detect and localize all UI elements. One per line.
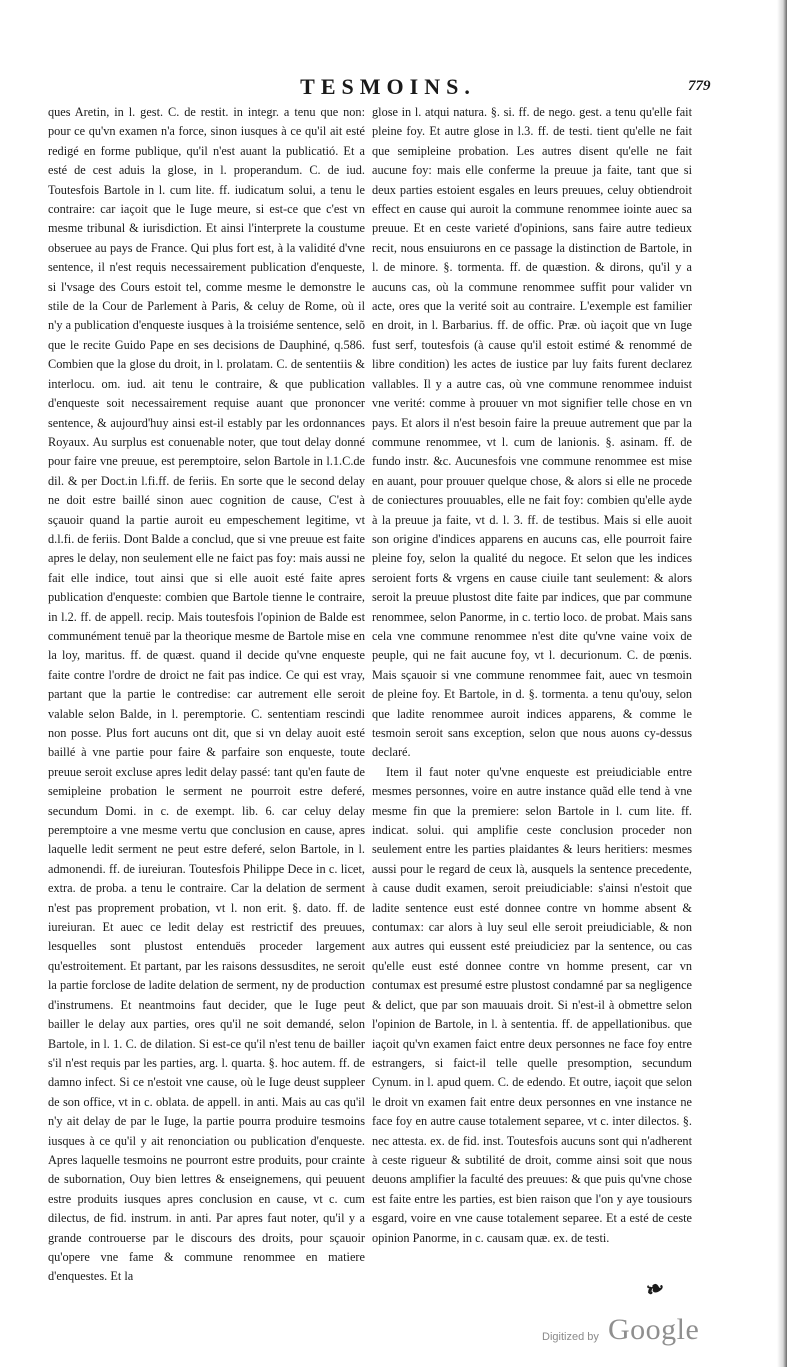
printer-flourish-icon: ❧ (642, 1273, 668, 1304)
digitization-watermark (542, 1313, 742, 1353)
scan-edge-shadow (777, 0, 787, 1367)
right-paragraph: Item il faut noter qu'vne enqueste est preiudiciable entre mesmes personnes, voire en autre instance quãd elle tend à vne mesme fin que la premiere: selon Bartole in l. cum lite. ff. indicat. solui. qui amplifie ceste conclusion proceder non seulement entre les parties plaidantes & leurs heritiers: mesmes aussi pour le regard de ceux là, ausquels la sentence precedente, à cause dudit examen, seroit preiudiciable: s'ainsi n'estoit que ladite sentence eust esté donnee contre vn homme absent & contumax: car alors à luy seul elle seroit preiudiciable, & non aux autres qui eussent esté preiudiciez par la sentence, ou cas qu'elle eust esté donnee contre vn homme present, car vn contumax est presumé estre plustost condamné par sa negligence & delict, que par son mauuais droit. Si n'est-il à obmettre selon l'opinion de Bartole, in l. à sententia. ff. de appellationibus. que iaçoit qu'vn examen faict entre deux personnes ne face foy entre estrangers, si faict-il telle quelle presomption, secundum Cynum. in l. apud quem. C. de edendo. Et outre, iaçoit que selon le droit vn examen fait entre deux personnes en vne instance ne face foy en autre cause totalement separee, vt c. inter dilectos. §. nec attesta. ex. de fid. inst. Toutesfois aucuns sont qui n'adherent à ceste rigueur & subtilité de droit, comme ainsi soit que nous deuons amplifier la faculté des preuues: & que puis qu'vne chose est faite entre les parties, est bien raison que l'on y aye tousiours esgard, voire en vne cause totalement separee. Et a esté de ceste opinion Panorme, in c. causam quæ. ex. de testi. (372, 764, 692, 1245)
right-paragraph: glose in l. atqui natura. §. si. ff. de nego. gest. a tenu qu'elle fait pleine foy. Et autre glose in l.3. ff. de testi. tient qu'elle ne fait que semipleine probation. Les autres disent qu'elle ne fait aucune foy: mais elle conferme la preuue ja faite, tant que si deux parties estoient esgales en leurs preuues, celuy obtiendroit effect en cause qui auroit la commune renommee iointe auec sa preuue. Et en ceste varieté d'opinions, sans faire autre tedieux recit, nous ensuiurons en ce passage la distinction de Bartole, in l. de minore. §. tormenta. ff. de quæstion. & dirons, qu'il y a aucuns cas, où la commune renommee suffit pour valider vn acte, ores que la verité soit au contraire. L'exemple est familier en droit, in l. Barbarius. ff. de offic. Præ. où iaçoit que vn Iuge fust serf, toutesfois (à cause qu'il estoit estimé & renommé de libre condition) les actes de iustice par luy faits furent declarez vallables. Il y a autre cas, où vne commune renommee induist vne verité: comme à prouuer vn mot signifier telle chose en vn pays. Et alors il n'est besoin faire la preuue autrement que par la commune renommee, vt l. cum de lanionis. §. asinam. ff. de fundo instr. &c. Aucunesfois vne commune renommee est mise en auant, pour prouuer quelque chose, & alors si elle ne procede de coniectures prouuables, elle ne fait foy: combien qu'elle ayde à la preuue ja faite, vt d. l. 3. ff. de testibus. Mais si elle auoit son origine d'indices apparens en aucuns cas, elle pourroit faire pleine foy, selon la qualité du negoce. Et selon que les indices seroient forts & vrgens en cause ciuile tant seulement: & alors seroit la preuue plustost dite faite par indices, que par commune renommee, selon Panorme, in c. tertio loco. de probat. Mais sans cela vne commune renommee n'est dite qu'vne vaine voix de peuple, qui ne fait aucune foy, vt l. decurionum. C. de pœnis. Mais sçauoir si vne commune renommee fait, auec vn tesmoin de pleine foy. Et Bartole, in d. §. tormenta. a tenu qu'ouy, selon que ladite renommee auroit indices apparens, & comme le tesmoin seroit sans exception, selon que nous auons cy-dessus declaré. (372, 105, 692, 760)
watermark-brand: Google (608, 1313, 700, 1346)
page-number: 779 (688, 78, 711, 94)
left-paragraph: ques Aretin, in l. gest. C. de restit. in integr. a tenu que non: pour ce qu'vn examen n'a force, sinon iusques à ce qu'il ait esté redigé en forme publique, qu'il n'est auant la publicatió. Et a esté de cest aduis la glose, in l. properandum. C. de iud. Toutesfois Bartole in l. cum lite. ff. iudicatum solui, a tenu le contraire: car iaçoit que le Iuge meure, si est-ce que c'est vn mesme tribunal & iurisdiction. Et ainsi l'interprete la coustume obseruee au pays de France. Qui plus fort est, à la validité d'vne sentence, il n'est requis necessairement publication d'enqueste, si l'vsage des Cours estoit tel, comme mesme le demonstre le stile de la Cour de Parlement à Paris, & celuy de Rome, où il n'y a publication d'enqueste iusques à la troisiéme sentence, selõ que le recite Guido Pape en ses decisions de Dauphiné, q.586. Combien que la glose du droit, in l. prolatam. C. de sententiis & interlocu. om. iud. ait tenu le contraire, & que publication d'enqueste soit necessairement requise auant que prononcer sentence, & aujourd'huy ainsi est-il estably par les ordonnances Royaux. Au surplus est conuenable noter, que tout delay donné pour faire vne preuue, est peremptoire, selon Bartole in l.1.C.de dil. & per Doct.in l.fi.ff. de feriis. En sorte que le second delay ne doit estre baillé sinon auec cognition de cause, C'est à sçauoir quand la partie auroit eu empeschement legitime, vt d.l.fi. de feriis. Dont Balde a conclud, que si vne preuue est faite apres le delay, non seulement elle ne faict pas foy: mais aussi ne fait elle indice, tout ainsi que si elle auoit esté faite apres publication d'enqueste: combien que Bartole tienne le contraire, in l.2. ff. de appell. recip. Mais toutesfois l'opinion de Balde est communément tenuë par la theorique mesme de Bartole mise en la loy, maritus. ff. de quæst. quand il decide qu'vne enqueste faite contre l'ordre de droict ne fait pas indice. Ce qui est vray, partant que la partie le contredise: car autrement elle seroit valable selon Balde, in l. peremptorie. C. sententiam rescindi non posse. Plus fort aucuns ont dit, que si vn delay auoit esté baillé à vne partie pour faire & parfaire son enqueste, toute preuue seroit excluse apres ledit delay passé: tant qu'en faute de semipleine probation le serment ne pourroit estre deferé, secundum Domi. in c. de exempt. lib. 6. car celuy delay peremptoire a vne mesme vertu que conclusion en cause, apres laquelle ledit serment ne peut estre deferé, selon Bartole, in l. admonendi. ff. de iureiuran. Toutesfois Philippe Dece in c. licet, extra. de proba. a tenu le contraire. Car la delation de serment n'est pas proprement probation, vt l. non erit. §. dato. ff. de iureiuran. Et auec ce ledit delay est restrictif des preuues, lesquelles sont plustost entenduës proceder largement qu'estroitement. Et partant, par les raisons dessusdites, ne seroit la partie forclose de ladite delation de serment, ny de production d'instrumens. Et neantmoins faut decider, que le Iuge peut bailler le delay aux parties, ores qu'il ne soit demandé, selon Bartole, in l. 1. C. de dilation. Si est-ce qu'il n'est tenu de bailler s'il n'est requis par les parties, arg. l. quarta. §. hoc autem. ff. de damno infect. Si ce n'estoit vne cause, où le Iuge deust suppleer de son office, vt in c. oblata. de appell. in anti. Mais au cas qu'il n'y ait delay de par le Iuge, la partie pourra produire tesmoins iusques à ce qu'il y ait renonciation ou publication d'enqueste. Apres laquelle tesmoins ne pourront estre produits, pour crainte de subornation, Ouy bien lettres & enseignemens, qui peuuent estre produits iusques apres conclusion en cause, vt c. cum dilectus, de fid. instrum. in anti. Par apres faut noter, qu'il y a grande controuerse par le discours des droits, pour sçauoir qu'opere vne fame & commune renommee en matiere d'enquestes. Et la (48, 105, 365, 1284)
left-column (48, 103, 365, 1287)
right-column (372, 103, 692, 1248)
watermark-prefix: Digitized by (542, 1331, 599, 1343)
running-title: TESMOINS. (300, 74, 476, 99)
